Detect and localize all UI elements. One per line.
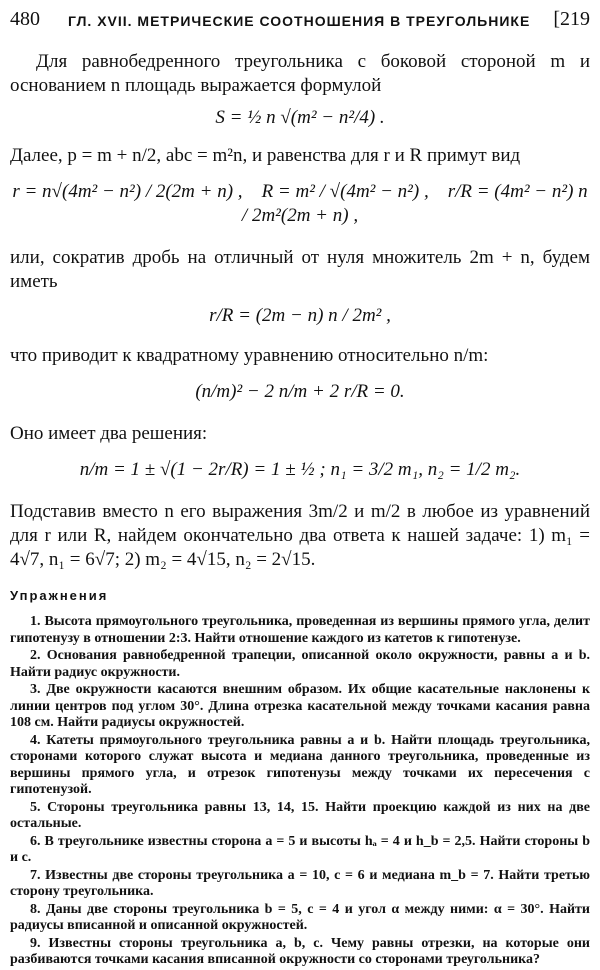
exercise-item — [10, 614, 590, 647]
exercise-item — [10, 868, 590, 901]
paragraph-3: или, сократив дробь на отличный от нуля множитель 2m + n, будем иметь — [10, 247, 590, 292]
formula-r: r = n√(4m² − n²) / 2(2m + n) , — [12, 181, 243, 202]
running-header — [10, 8, 590, 32]
exercise-number: 1. — [30, 614, 41, 629]
exercise-number: 3. — [30, 682, 41, 697]
exercise-number: 5. — [30, 799, 41, 815]
formula-reduced-ratio: r/R = (2m − n) n / 2m² , — [209, 305, 391, 326]
exercise-number: 6. — [30, 833, 41, 849]
main-text — [10, 50, 590, 970]
exercise-list — [10, 614, 590, 969]
exercise-text: Основания равнобедренной трапеции, описанной около окружности, равны a и b. Найти радиус окружности. — [10, 648, 590, 680]
paragraph-6: Подставив вместо n его выражения 3m/2 и m/2 в любое из уравнений для r или R, найдем окончательно два ответа к нашей задаче: 1) m₁ = 4√7, n₁ = 6√7; 2) m₂ = 4√15, n₂ = 2√15. — [10, 501, 590, 570]
formula-r-R — [10, 180, 590, 228]
exercise-item — [10, 936, 590, 969]
formula-ratio: r/R = (4m² − n²) n / 2m²(2m + n) , — [241, 181, 588, 226]
exercise-text: Две окружности касаются внешним образом. Их общие касательные наклонены к линии центров под углом 30°. Длина отрезка касательной между точками касания равна 108 см. Найти радиусы окружностей. — [10, 682, 591, 730]
exercise-text: Даны две стороны треугольника b = 5, c = 4 и угол α между ними: α = 30°. Найти радиусы вписанной и описанной окружностей. — [10, 901, 590, 933]
paragraph-5: Оно имеет два решения: — [10, 423, 208, 444]
paragraph-2: Далее, p = m + n/2, abc = m²n, и равенства для r и R примут вид — [10, 145, 521, 166]
formula-quadratic: (n/m)² − 2 n/m + 2 r/R = 0. — [195, 381, 405, 402]
exercise-number: 7. — [30, 867, 41, 883]
exercise-text: В треугольнике известны сторона a = 5 и высоты hₐ = 4 и h_b = 2,5. Найти стороны b и c. — [10, 833, 591, 865]
exercise-item — [10, 800, 590, 833]
formula-solutions: n/m = 1 ± √(1 − 2r/R) = 1 ± ½ ; n₁ = 3/2 m₁, n₂ = 1/2 m₂. — [79, 459, 521, 480]
exercise-item — [10, 733, 590, 799]
paragraph-4: что приводит к квадратному уравнению относительно n/m: — [10, 345, 489, 366]
exercise-text: Стороны треугольника равны 13, 14, 15. Найти проекцию каждой из них на две остальные. — [10, 799, 590, 831]
exercise-number: 8. — [30, 901, 41, 917]
exercise-item — [10, 902, 590, 935]
exercise-text: Катеты прямоугольного треугольника равны a и b. Найти площадь треугольника, сторонами которого служат высота и медиана данного треугольника, проведенные из вершины прямого угла, и отрезок гипотенузы между точками их пересечения с гипотенузой. — [10, 732, 591, 797]
running-title: ГЛ. XVII. МЕТРИЧЕСКИЕ СООТНОШЕНИЯ В ТРЕУГОЛЬНИКЕ — [68, 13, 531, 29]
section-number: [219 — [553, 8, 590, 30]
exercise-number: 9. — [30, 935, 41, 951]
exercise-number: 2. — [30, 648, 41, 663]
exercise-text: Высота прямоугольного треугольника, проведенная из вершины прямого угла, делит гипотенузу в отношении 2:3. Найти отношение каждого из катетов к гипотенузе. — [10, 614, 590, 646]
formula-R: R = m² / √(4m² − n²) , — [261, 181, 429, 202]
paragraph-1: Для равнобедренного треугольника с боковой стороной m и основанием n площадь выражается формулой — [10, 51, 590, 96]
exercise-item — [10, 682, 590, 732]
exercise-text: Известны две стороны треугольника a = 10, c = 6 и медиана m_b = 7. Найти третью сторону треугольника. — [10, 867, 591, 899]
exercises-title: Упражнения — [10, 588, 109, 603]
exercise-item — [10, 834, 590, 867]
exercise-text: Известны стороны треугольника a, b, c. Чему равны отрезки, на которые они разбиваются точками касания вписанной окружности со сторонами треугольника? — [10, 935, 590, 967]
page-number: 480 — [10, 8, 40, 30]
exercise-item — [10, 648, 590, 681]
formula-area: S = ½ n √(m² − n²/4) . — [215, 107, 385, 128]
exercise-number: 4. — [30, 732, 41, 748]
